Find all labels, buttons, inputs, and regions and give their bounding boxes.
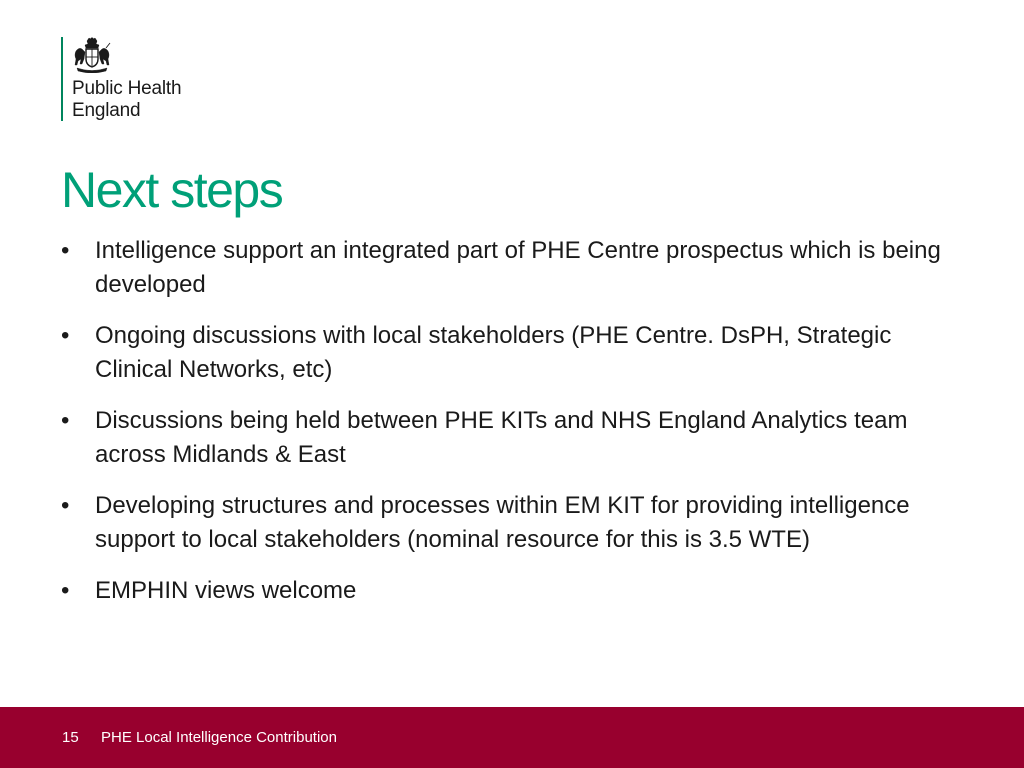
phe-logo bbox=[61, 37, 221, 123]
bullet-item bbox=[61, 319, 961, 387]
slide-title: Next steps bbox=[61, 162, 283, 218]
bullet-list bbox=[61, 234, 961, 625]
bullet-text: Developing structures and processes within EM KIT for providing intelligence support to local stakeholders (nominal resource for this is 3.5 WTE) bbox=[95, 492, 910, 553]
bullet-item bbox=[61, 489, 961, 557]
bullet-text: Discussions being held between PHE KITs and NHS England Analytics team across Midlands & East bbox=[95, 407, 908, 468]
footer-title: PHE Local Intelligence Contribution bbox=[101, 729, 337, 746]
bullet-symbol: • bbox=[61, 577, 70, 604]
logo-line-2: England bbox=[72, 100, 141, 121]
logo-wordmark bbox=[72, 78, 181, 122]
bullet-text: Intelligence support an integrated part of PHE Centre prospectus which is being developed bbox=[95, 237, 941, 298]
bullet-text: EMPHIN views welcome bbox=[95, 577, 357, 604]
page-number: 15 bbox=[62, 729, 79, 746]
royal-crest-icon bbox=[72, 37, 112, 73]
bullet-symbol: • bbox=[61, 407, 70, 434]
bullet-symbol: • bbox=[61, 492, 70, 519]
bullet-item bbox=[61, 404, 961, 472]
bullet-item bbox=[61, 234, 961, 302]
logo-accent-bar bbox=[61, 37, 63, 121]
bullet-item bbox=[61, 574, 961, 608]
bullet-symbol: • bbox=[61, 237, 70, 264]
bullet-text: Ongoing discussions with local stakeholders (PHE Centre. DsPH, Strategic Clinical Networks, etc) bbox=[95, 322, 892, 383]
logo-line-1: Public Health bbox=[72, 78, 182, 99]
footer-bar bbox=[0, 707, 1024, 768]
bullet-symbol: • bbox=[61, 322, 70, 349]
